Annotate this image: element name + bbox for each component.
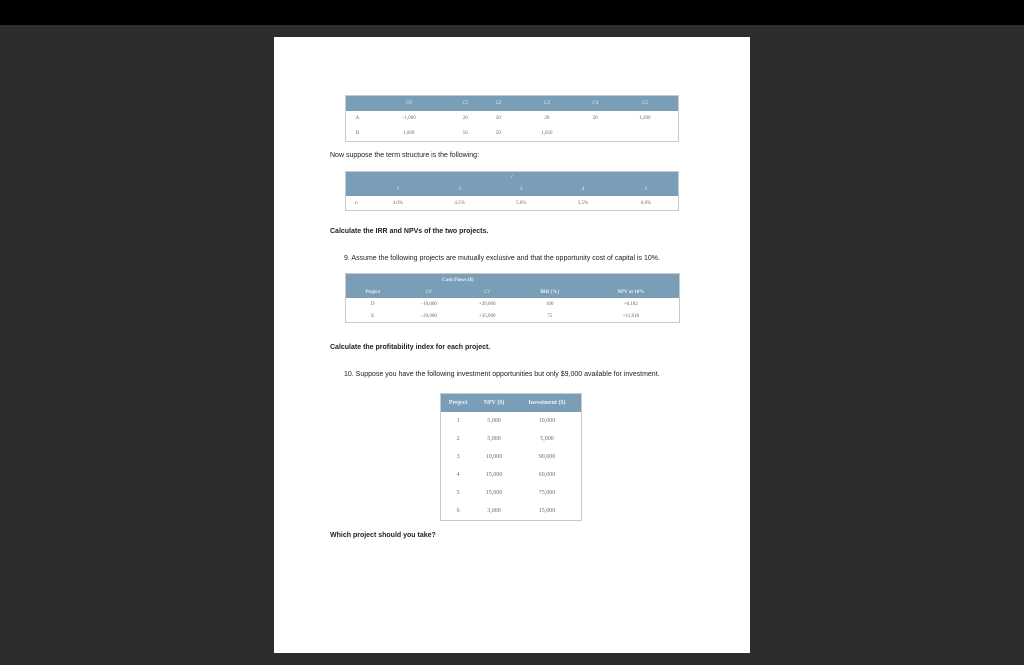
table-header-cell: 3 [490, 182, 552, 196]
table-cell: 20 [592, 116, 598, 121]
table-cell: 15,000 [485, 490, 503, 496]
table-cell: 1,200 [639, 116, 651, 121]
table-header-cell: Project [441, 394, 476, 413]
table-cell: −1,000 [401, 116, 416, 121]
table-cell: 1,000 [403, 131, 415, 136]
table-header-cell: C0 [369, 96, 449, 112]
table-header-cell: t [346, 172, 679, 183]
table-header-cell: NPV at 10% [583, 286, 680, 298]
mutually-exclusive-projects-table [345, 273, 680, 323]
term-structure-table [345, 171, 679, 211]
table-cell: −10,000 [420, 301, 437, 307]
table-cell: +35,000 [478, 313, 496, 319]
table-cell: 5 [456, 490, 460, 496]
table-header-cell: NPV ($) [475, 394, 513, 413]
table-cell: 75 [547, 313, 553, 319]
table-header-cell [583, 274, 680, 287]
table-cell: 50 [462, 131, 468, 136]
table-row [346, 111, 679, 126]
table-header-cell: Investment ($) [513, 394, 582, 413]
table-row [346, 126, 679, 142]
table-row [441, 412, 582, 430]
table-row [441, 502, 582, 521]
table-row [346, 298, 680, 310]
table-header-cell: Cash Flows ($) [399, 274, 516, 287]
table-cell: 20 [544, 116, 550, 121]
table-cell: 100 [545, 301, 554, 307]
cash-flow-table-ab [345, 95, 679, 142]
table-cell: 5.5% [577, 200, 589, 206]
document-page [274, 37, 750, 653]
table-cell: 90,000 [538, 454, 556, 460]
table-header-cell: C0 [399, 286, 458, 298]
table-header-cell: Project [346, 286, 400, 298]
table-header-cell: 4 [552, 182, 614, 196]
table-cell: B [355, 131, 360, 136]
question-10-text: 10. Suppose you have the following investment opportunities but only $9,000 available for investment. [344, 371, 660, 378]
question-9-text: 9. Assume the following projects are mutually exclusive and that the opportunity cost of capital is 10%. [344, 255, 660, 262]
table-cell: 4 [456, 472, 460, 478]
table-cell [612, 126, 679, 142]
term-structure-intro: Now suppose the term structure is the following: [330, 152, 480, 159]
table-header-cell: 2 [429, 182, 491, 196]
table-row [441, 466, 582, 484]
table-cell: E [371, 313, 375, 319]
table-header-cell: C1 [458, 286, 517, 298]
question-9-ask: Calculate the profitability index for each project. [330, 344, 491, 351]
table-row [441, 430, 582, 448]
table-cell: +20,000 [478, 301, 496, 307]
table-cell: 4.5% [454, 200, 465, 206]
table-cell: 5,000 [540, 436, 554, 442]
table-cell: 5,000 [487, 436, 501, 442]
investment-opportunities-table [440, 393, 582, 521]
question-8-ask: Calculate the IRR and NPVs of the two projects. [330, 228, 489, 235]
table-header-cell [516, 274, 582, 287]
table-cell: 1,050 [541, 131, 553, 136]
table-header-cell: C2 [482, 96, 515, 112]
table-cell: D [370, 301, 375, 307]
table-cell: 2 [456, 436, 460, 442]
table-cell: 6.0% [640, 200, 652, 206]
table-header-cell: 1 [367, 182, 429, 196]
table-cell: −20,000 [420, 313, 437, 319]
table-cell: A [355, 116, 360, 121]
table-cell: 5,000 [487, 418, 501, 424]
table-cell [579, 126, 612, 142]
table-cell: 60,000 [538, 472, 556, 478]
table-header-cell: C5 [612, 96, 679, 112]
viewer-top-bar [0, 0, 1024, 25]
table-cell: 10,000 [538, 418, 556, 424]
table-cell: rₜ [354, 201, 359, 206]
table-cell: 10,000 [485, 454, 503, 460]
table-header-cell [346, 274, 400, 287]
table-cell: +8,182 [623, 301, 638, 307]
table-cell: 3,000 [487, 508, 501, 514]
table-cell: 15,000 [538, 508, 556, 514]
table-header-cell: C4 [579, 96, 612, 112]
table-cell: 75,000 [538, 490, 556, 496]
table-cell: 50 [495, 131, 501, 136]
table-header-cell: C3 [515, 96, 579, 112]
question-10-ask: Which project should you take? [330, 532, 436, 539]
table-header-cell: IRR (%) [516, 286, 582, 298]
table-row [441, 484, 582, 502]
table-cell: 6 [456, 508, 460, 514]
table-cell: 3 [456, 454, 460, 460]
table-header-cell: C1 [449, 96, 482, 112]
table-cell: 15,000 [485, 472, 503, 478]
table-row [346, 196, 679, 211]
table-header-cell [346, 96, 369, 112]
table-header-cell [346, 182, 368, 196]
table-row [441, 448, 582, 466]
table-cell: +11,818 [622, 313, 640, 319]
table-cell: 20 [495, 116, 501, 121]
table-cell: 1 [456, 418, 460, 424]
table-cell: 20 [462, 116, 468, 121]
table-header-cell: 5 [614, 182, 679, 196]
table-row [346, 310, 680, 323]
table-cell: 4.0% [392, 200, 404, 206]
table-cell: 5.0% [516, 200, 527, 206]
